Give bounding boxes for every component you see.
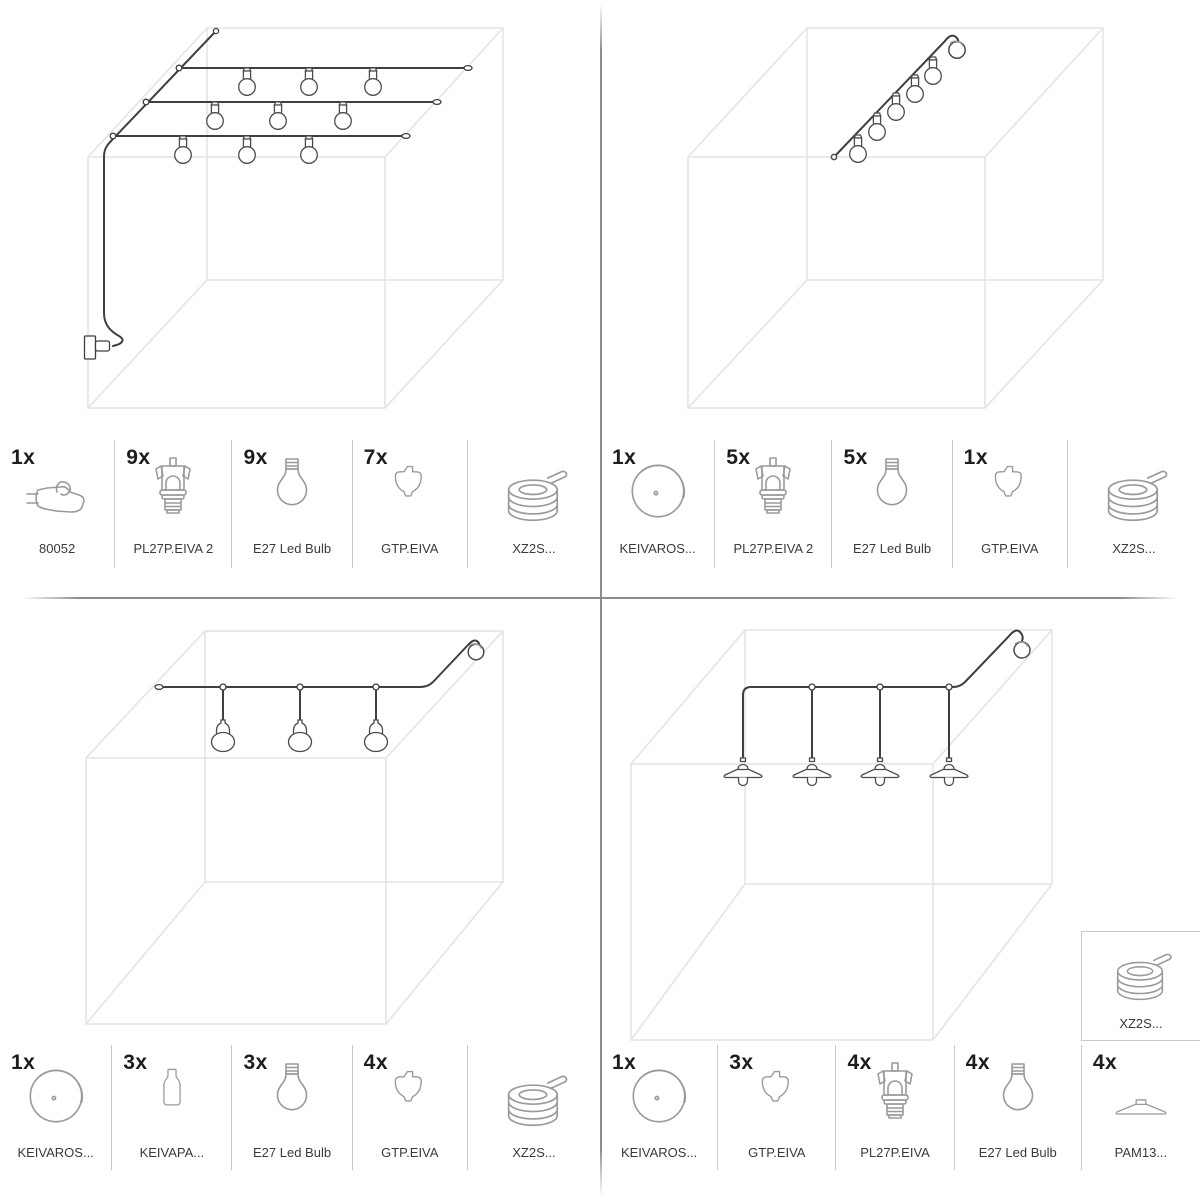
part-quantity: 3x bbox=[729, 1051, 754, 1074]
ceiling-rose-icon bbox=[17, 1057, 95, 1131]
kit1-parts-list bbox=[0, 440, 600, 568]
cable-grip-icon bbox=[378, 458, 442, 520]
part-quantity: 4x bbox=[1092, 1051, 1118, 1074]
lamp-holder-icon bbox=[859, 1057, 931, 1129]
part-cell-led-bulb bbox=[231, 1045, 351, 1170]
led-bulb-icon bbox=[256, 452, 328, 524]
ceiling-rose-icon bbox=[619, 452, 697, 526]
part-cell-led-bulb bbox=[954, 1045, 1081, 1170]
part-quantity: 4x bbox=[965, 1051, 991, 1074]
part-cell-led-bulb bbox=[831, 440, 951, 568]
part-name: PL27P.EIVA bbox=[860, 1145, 930, 1160]
part-cell-lamp-holder bbox=[114, 440, 231, 568]
part-quantity: 1x bbox=[963, 446, 989, 469]
cable-grip-icon bbox=[978, 458, 1042, 520]
led-bulb-icon bbox=[856, 452, 928, 524]
part-quantity: 4x bbox=[363, 1051, 389, 1074]
ceiling-rose-icon bbox=[620, 1057, 698, 1131]
part-quantity: 5x bbox=[726, 446, 751, 469]
part-name: E27 Led Bulb bbox=[253, 541, 332, 556]
part-cell-80052 bbox=[0, 440, 114, 568]
lamp-holder-icon bbox=[737, 452, 809, 524]
part-quantity: 4x bbox=[847, 1051, 872, 1074]
part-name: XZ2S... bbox=[512, 1145, 556, 1160]
part-cell-cable-coil bbox=[467, 440, 600, 568]
part-name: GTP.EIVA bbox=[381, 541, 439, 556]
part-cell-lamp-holder bbox=[714, 440, 831, 568]
part-quantity: 1x bbox=[11, 446, 36, 469]
part-quantity: 3x bbox=[243, 1051, 268, 1074]
part-cell-cable-coil bbox=[1067, 440, 1200, 568]
part-quantity: 1x bbox=[11, 1051, 36, 1074]
lamp-holder-icon bbox=[137, 452, 209, 524]
part-name: XZ2S... bbox=[1119, 1016, 1163, 1031]
cable-coil-icon bbox=[1095, 942, 1187, 1012]
part-name: 80052 bbox=[39, 541, 76, 556]
part-name: E27 Led Bulb bbox=[253, 1145, 332, 1160]
part-cell-ceiling-rose bbox=[0, 1045, 111, 1170]
part-cell-ceiling-rose bbox=[601, 1045, 717, 1170]
part-cell-lamp-holder bbox=[835, 1045, 953, 1170]
part-name: XZ2S... bbox=[1112, 541, 1156, 556]
part-cell-flat-shade bbox=[1081, 1045, 1200, 1170]
part-quantity: 1x bbox=[612, 446, 637, 469]
part-quantity: 9x bbox=[243, 446, 268, 469]
part-name: E27 Led Bulb bbox=[853, 541, 932, 556]
led-bulb-icon bbox=[256, 1057, 328, 1129]
part-cell-cable-coil bbox=[467, 1045, 600, 1170]
part-name: GTP.EIVA bbox=[381, 1145, 439, 1160]
part-quantity: 9x bbox=[126, 446, 151, 469]
part-cell-cable-grip bbox=[352, 1045, 467, 1170]
kit3-parts-list bbox=[0, 1045, 600, 1170]
cable-grip-icon bbox=[378, 1063, 442, 1125]
kit4-extra-part-cell-cable-coil bbox=[1081, 931, 1200, 1041]
part-quantity: 3x bbox=[123, 1051, 148, 1074]
part-name: GTP.EIVA bbox=[981, 541, 1039, 556]
cable-grip-icon bbox=[745, 1063, 809, 1125]
part-name: KEIVAROS... bbox=[620, 1145, 698, 1160]
part-cell-led-bulb bbox=[231, 440, 351, 568]
part-name: KEIVAROS... bbox=[17, 1145, 94, 1160]
part-cell-cable-grip bbox=[717, 1045, 835, 1170]
part-cell-bottle-holder bbox=[111, 1045, 231, 1170]
part-cell-ceiling-rose bbox=[601, 440, 714, 568]
kit2-parts-list bbox=[601, 440, 1200, 568]
part-name: GTP.EIVA bbox=[748, 1145, 806, 1160]
part-name: E27 Led Bulb bbox=[978, 1145, 1057, 1160]
cable-coil-icon bbox=[484, 1063, 584, 1139]
cable-coil-icon bbox=[484, 458, 584, 534]
part-name: PAM13... bbox=[1114, 1145, 1168, 1160]
part-name: PL27P.EIVA 2 bbox=[133, 541, 214, 556]
part-name: KEIVAROS... bbox=[619, 541, 696, 556]
part-quantity: 7x bbox=[363, 446, 389, 469]
flat-shade-icon bbox=[1095, 1079, 1187, 1137]
part-quantity: 1x bbox=[612, 1051, 637, 1074]
part-cell-cable-grip bbox=[352, 440, 467, 568]
part-quantity: 5x bbox=[843, 446, 868, 469]
part-name: XZ2S... bbox=[512, 541, 556, 556]
part-cell-cable-grip bbox=[952, 440, 1067, 568]
bottle-holder-icon bbox=[143, 1061, 201, 1123]
power-plug-icon bbox=[16, 464, 98, 536]
cable-coil-icon bbox=[1084, 458, 1184, 534]
quadrant-divider-vertical bbox=[600, 4, 602, 1196]
led-bulb-icon bbox=[982, 1057, 1054, 1129]
part-name: PL27P.EIVA 2 bbox=[733, 541, 814, 556]
kit4-parts-list bbox=[601, 1045, 1200, 1170]
part-name: KEIVAPA... bbox=[139, 1145, 205, 1160]
